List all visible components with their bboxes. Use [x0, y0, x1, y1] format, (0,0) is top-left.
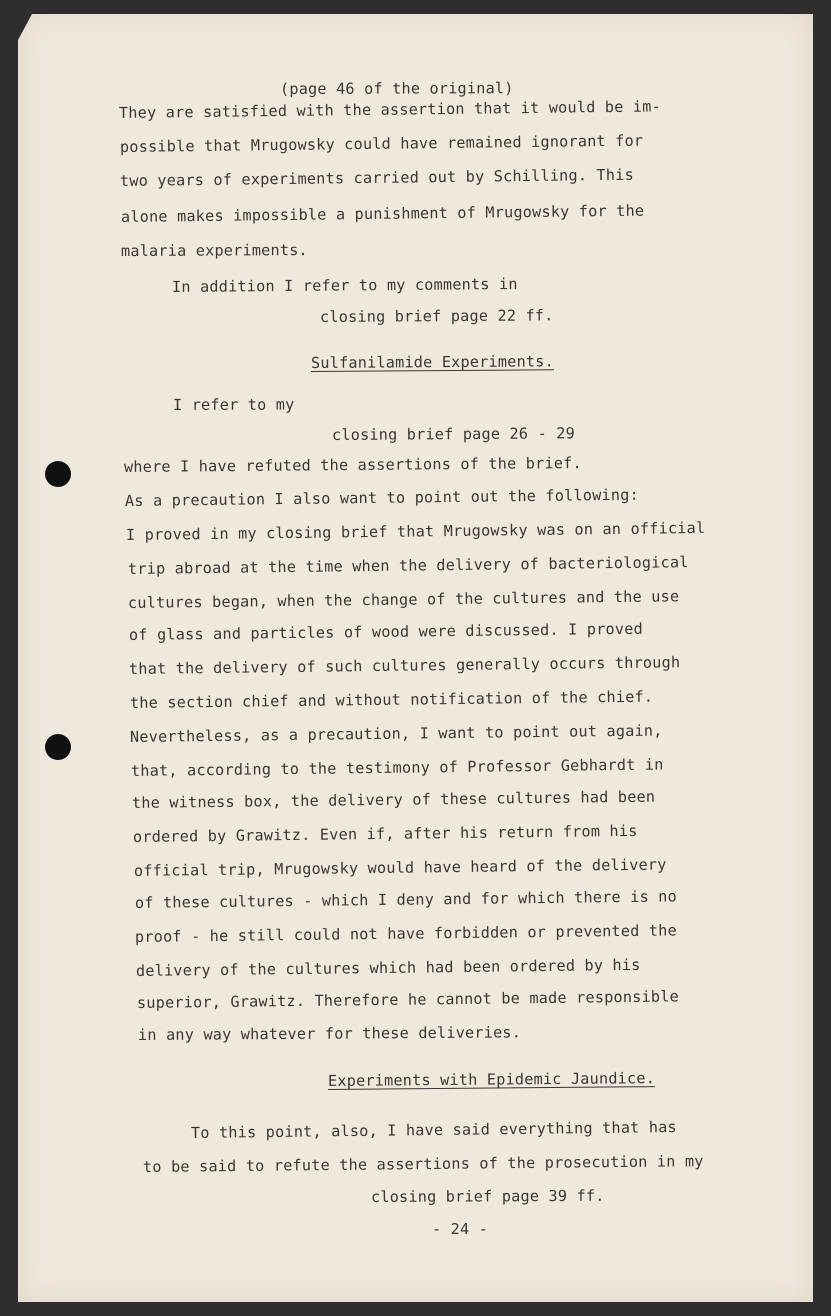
text-line: the section chief and without notification of the chief.: [129, 687, 654, 712]
text-line: proof - he still could not have forbidden or prevented the: [134, 921, 678, 946]
text-line: malaria experiments.: [120, 241, 308, 260]
text-line: that, according to the testimony of Professor Gebhardt in: [130, 755, 664, 780]
page-header: (page 46 of the original): [279, 79, 514, 98]
section-heading-epidemic-jaundice: Experiments with Epidemic Jaundice.: [327, 1069, 656, 1090]
punch-hole-upper: [45, 461, 71, 487]
text-line: possible that Mrugowsky could have remained ignorant for: [119, 131, 644, 156]
text-line: They are satisfied with the assertion that it would be im-: [118, 97, 662, 122]
text-line: delivery of the cultures which had been ordered by his: [135, 955, 641, 980]
text-line: ordered by Grawitz. Even if, after his return from his: [132, 821, 638, 846]
text-line: superior, Grawitz. Therefore he cannot be made responsible: [136, 987, 680, 1012]
text-line: closing brief page 22 ff.: [319, 306, 554, 326]
text-line: to be said to refute the assertions of the prosecution in my: [142, 1152, 704, 1176]
text-line: closing brief page 39 ff.: [370, 1186, 605, 1206]
text-line: two years of experiments carried out by Schilling. This: [119, 165, 634, 190]
text-line: the witness box, the delivery of these cultures had been: [131, 787, 656, 812]
text-line: of glass and particles of wood were discussed. I proved: [128, 619, 643, 644]
text-line: In addition I refer to my comments in: [171, 274, 518, 296]
text-line: where I have refuted the assertions of the brief.: [123, 454, 582, 476]
text-line: alone makes impossible a punishment of Mrugowsky for the: [120, 201, 645, 226]
text-line: Nevertheless, as a precaution, I want to point out again,: [129, 721, 663, 746]
text-line: official trip, Mrugowsky would have heard of the delivery: [133, 855, 667, 880]
document-page: [18, 14, 813, 1302]
page-number: - 24 -: [432, 1220, 489, 1238]
text-line: trip abroad at the time when the delivery of bacteriological: [127, 553, 689, 578]
text-line: in any way whatever for these deliveries.: [137, 1023, 522, 1044]
section-heading-sulfanilamide: Sulfanilamide Experiments.: [310, 352, 554, 372]
text-line: cultures began, when the change of the cultures and the use: [127, 587, 680, 612]
text-line: of these cultures - which I deny and for which there is no: [134, 887, 678, 912]
text-line: I proved in my closing brief that Mrugowsky was on an official: [125, 518, 706, 544]
punch-hole-lower: [45, 734, 71, 760]
text-line: As a precaution I also want to point out the following:: [124, 485, 639, 510]
text-line: closing brief page 26 - 29: [331, 424, 575, 444]
text-line: I refer to my: [172, 395, 295, 414]
text-line: To this point, also, I have said everything that has: [190, 1118, 677, 1142]
text-line: that the delivery of such cultures generally occurs through: [128, 653, 681, 678]
folded-corner: [18, 14, 32, 40]
